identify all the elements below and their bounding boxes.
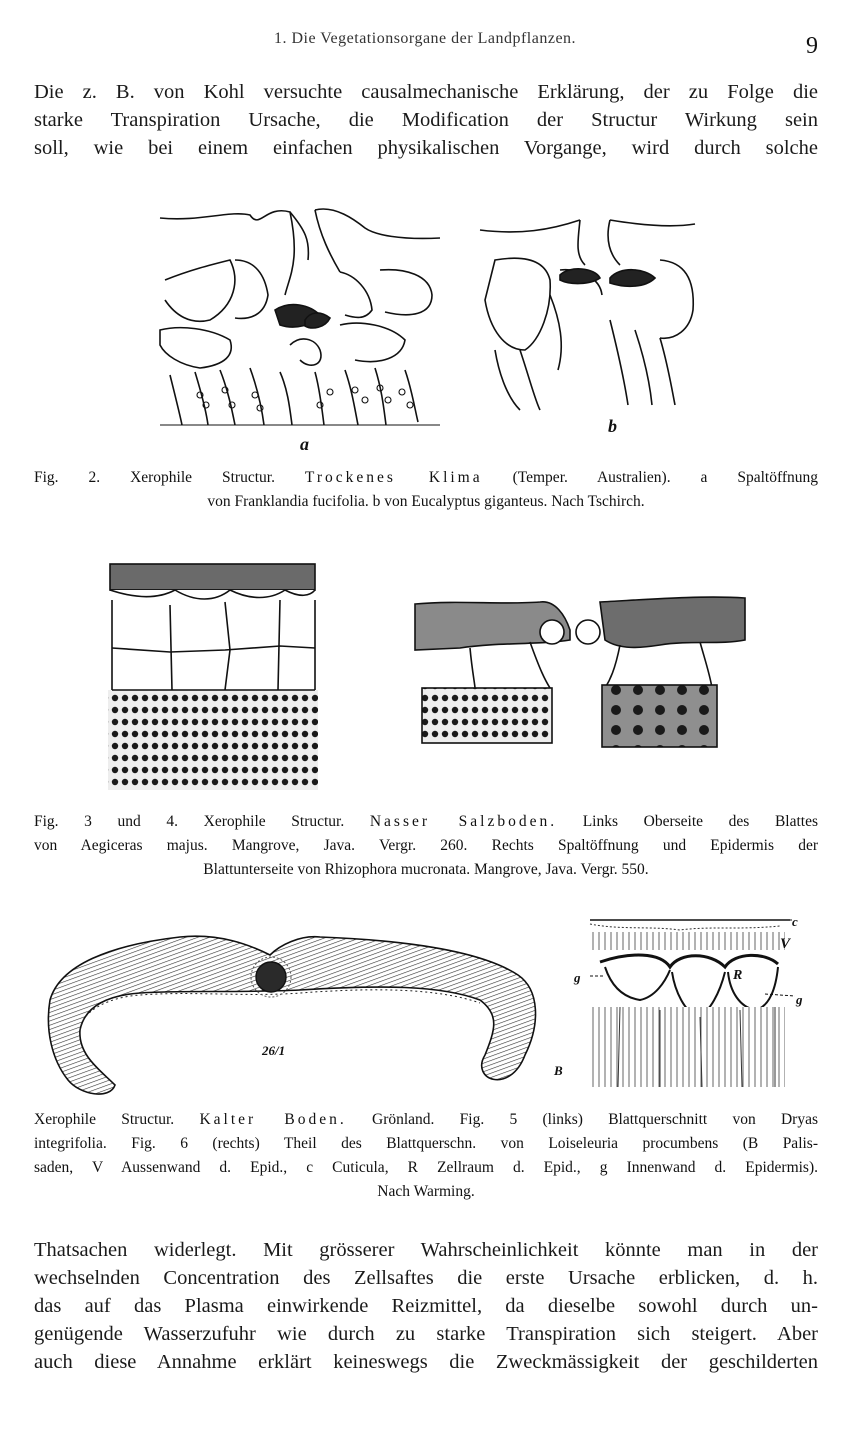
fig5-scale-label: 26/1: [262, 1043, 286, 1058]
caption-line: saden, V Aussenwand d. Epid., c Cuticula, R Zellraum d. Epid., g Innenwand d. Epidermis).: [34, 1159, 818, 1176]
text-line: auch diese Annahme erklärt keineswegs die Zweckmässigkeit der geschilderten: [34, 1351, 818, 1373]
caption-text: Fig. 3 und 4. Xerophile Structur.: [34, 813, 370, 830]
running-title: 1. Die Vegetationsorgane der Landpflanzen.: [273, 30, 577, 47]
fig6-label-g-right: g: [796, 992, 803, 1007]
caption-text: (Temper. Australien). a Spaltöffnung: [482, 469, 819, 486]
caption-line: von Franklandia fucifolia. b von Eucalyptus giganteus. Nach Tschirch.: [207, 493, 645, 510]
fig2-panel-a: [160, 209, 440, 425]
text-line: Thatsachen widerlegt. Mit grösserer Wahrscheinlichkeit könnte man in der: [34, 1239, 818, 1261]
caption-spaced-text: Trockenes Klima: [304, 469, 483, 486]
intro-paragraph: [34, 78, 818, 162]
page-number: 9: [806, 33, 818, 59]
fig6-label-R: R: [733, 968, 743, 983]
text-line: Die z. B. von Kohl versuchte causalmechanische Erklärung, der zu Folge die: [34, 81, 818, 103]
figure-3-4-caption: [34, 810, 818, 882]
caption-spaced-text: Nasser Salzboden.: [369, 813, 558, 830]
caption-text: Grönland. Fig. 5 (links) Blattquerschnitt von Dryas: [346, 1111, 818, 1128]
caption-line: integrifolia. Fig. 6 (rechts) Theil des Blattquerschn. von Loiseleuria procumbens (B Palis-: [34, 1135, 818, 1152]
figure-5-6-caption: [34, 1108, 818, 1204]
caption-text: Links Oberseite des Blattes: [557, 813, 818, 830]
fig2-label-a: a: [300, 434, 309, 454]
fig2-panel-b: [480, 220, 695, 410]
fig4-panel: [415, 597, 745, 747]
leaf-outline: [48, 936, 535, 1094]
text-line: genügende Wasserzufuhr wie durch zu starke Transpiration sich steigert. Aber: [34, 1323, 818, 1345]
fig6-label-B: B: [554, 1063, 563, 1078]
fig3-panel: [108, 564, 318, 790]
text-line: soll, wie bei einem einfachen physikalischen Vorgange, wird durch solche: [34, 137, 818, 159]
figure-6-illustration: [554, 912, 815, 1092]
caption-line: von Aegiceras majus. Mangrove, Java. Vergr. 260. Rechts Spaltöffnung und Epidermis der: [34, 837, 818, 854]
caption-line: [34, 466, 818, 490]
figure-5-illustration: [40, 905, 550, 1105]
caption-line: Blattunterseite von Rhizophora mucronata. Mangrove, Java. Vergr. 550.: [203, 861, 649, 878]
caption-text: Xerophile Structur.: [34, 1111, 200, 1128]
caption-line: [34, 1108, 818, 1132]
text-line: starke Transpiration Ursache, die Modification der Structur Wirkung sein: [34, 109, 818, 131]
fig6-label-g-left: g: [574, 970, 581, 985]
caption-line: [34, 810, 818, 834]
figure-2-illustration: [140, 200, 700, 454]
text-line: wechselnden Concentration des Zellsaftes die erste Ursache erblicken, d. h.: [34, 1267, 818, 1289]
caption-spaced-text: Kalter Boden.: [199, 1111, 347, 1128]
closing-paragraph: [34, 1236, 818, 1376]
text-line: das auf das Plasma einwirkende Reizmittel, da dieselbe sowohl durch un-: [34, 1295, 818, 1317]
fig6-label-V: V: [780, 936, 791, 952]
figure-2-caption: [34, 466, 818, 514]
caption-text: Fig. 2. Xerophile Structur.: [34, 469, 305, 486]
fig6-label-c: c: [792, 914, 798, 929]
figure-3-4-illustration: [100, 560, 760, 800]
fig2-label-b: b: [608, 416, 617, 436]
caption-line: Nach Warming.: [377, 1183, 475, 1200]
